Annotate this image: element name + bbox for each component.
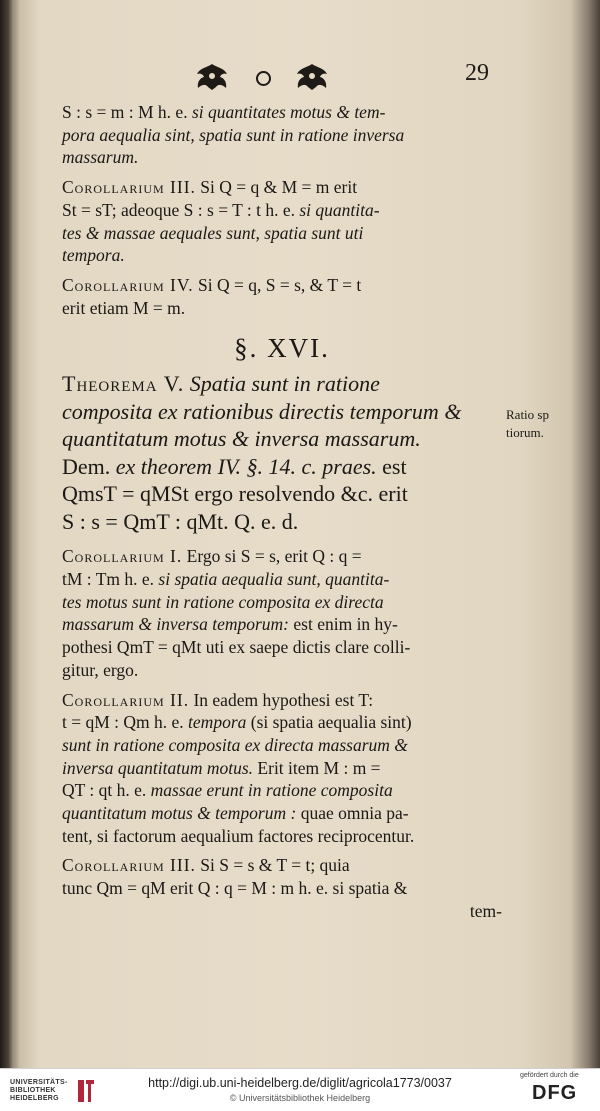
margin-note-line-2: tiorum.: [506, 425, 544, 440]
text-line: pothesi QmT = qMt uti ex saepe dictis clare colli-: [62, 637, 411, 658]
text-line: QT : qt h. e. massae erunt in ratione composita: [62, 780, 393, 801]
corollarium-ii-block: [62, 689, 502, 848]
text-line: QmsT = qMSt ergo resolvendo &c. erit: [62, 481, 408, 507]
page-number: 29: [465, 60, 489, 86]
text-line: gitur, ergo.: [62, 659, 139, 680]
page-body: [62, 101, 502, 923]
fleuron-ornament-icon: [194, 62, 230, 92]
funded-by-label: gefördert durch die: [520, 1072, 579, 1079]
text-line: t = qM : Qm h. e. tempora (si spatia aequalia sint): [62, 712, 412, 733]
text-line: massarum.: [62, 147, 139, 168]
text-line: quantitatum motus & temporum : quae omnia pa-: [62, 803, 409, 824]
copyright-notice: © Universitätsbibliothek Heidelberg: [229, 1093, 371, 1103]
corollarium-iii-second-block: [62, 854, 502, 922]
dfg-logo[interactable]: [520, 1072, 592, 1108]
text-line: tes & massae aequales sunt, spatia sunt uti: [62, 222, 364, 243]
text-line: sunt in ratione composita ex directa massarum &: [62, 734, 408, 755]
fleuron-ornament-icon: [294, 62, 330, 92]
circle-ornament-icon: [256, 71, 271, 86]
text-line: tempora.: [62, 245, 125, 266]
text-line: tent, si factorum aequalium factores reciprocentur.: [62, 825, 415, 846]
section-heading: §. XVI.: [234, 333, 330, 364]
text-line: inversa quantitatum motus. Erit item M : m =: [62, 757, 381, 778]
library-logo-text: UNIVERSITÄTS- BIBLIOTHEK HEIDELBERG: [10, 1079, 68, 1102]
corollarium-label: Corollarium I.: [62, 546, 183, 567]
corollarium-label: Corollarium III.: [62, 855, 196, 876]
text-line: S : s = m : M h. e. si quantitates motus & tem-: [62, 102, 386, 122]
corollarium-label: Corollarium II.: [62, 689, 190, 710]
text-line: erit etiam M = m.: [62, 297, 186, 318]
text-line: pora aequalia sint, spatia sunt in ratione inversa: [62, 124, 405, 145]
text-line: quantitatum motus & inversa massarum.: [62, 426, 421, 452]
margin-note-line-1: Ratio sp: [506, 407, 549, 422]
text-line: Corollarium III. Si S = s & T = t; quia: [62, 855, 350, 876]
theorema-v-block: [62, 370, 502, 535]
corollarium-iii-block: [62, 176, 502, 267]
corollarium-label: Corollarium III.: [62, 177, 196, 198]
text-line: composita ex rationibus directis temporum &: [62, 398, 462, 424]
text-line: tunc Qm = qM erit Q : q = M : m h. e. si spatia &: [62, 878, 408, 899]
text-line: Dem. ex theorem IV. §. 14. c. praes. est: [62, 453, 407, 479]
corollarium-iv-block: [62, 274, 502, 319]
text-line: tM : Tm h. e. si spatia aequalia sunt, quantita-: [62, 569, 390, 590]
catchword: tem-: [469, 900, 502, 921]
page-gutter-edge: [0, 0, 14, 1068]
text-line: Corollarium I. Ergo si S = s, erit Q : q =: [62, 546, 362, 567]
corollarium-label: Corollarium IV.: [62, 274, 194, 295]
permalink-url[interactable]: http://digi.ub.uni-heidelberg.de/diglit/agricola1773/0037: [148, 1076, 452, 1090]
corollarium-i-block: [62, 545, 502, 681]
text-line: Corollarium III. Si Q = q & M = m erit: [62, 177, 358, 198]
text-line: S : s = QmT : qMt. Q. e. d.: [62, 508, 299, 534]
dfg-wordmark: DFG: [532, 1082, 578, 1104]
text-line: St = sT; adeoque S : s = T : t h. e. si quantita-: [62, 199, 380, 220]
text-line: massarum & inversa temporum: est enim in hy-: [62, 614, 398, 635]
margin-note: [506, 406, 600, 442]
text-line: tes motus sunt in ratione composita ex directa: [62, 591, 384, 612]
text-line: Theorema V. Spatia sunt in ratione: [62, 371, 380, 397]
text-line: Corollarium IV. Si Q = q, S = s, & T = t: [62, 274, 362, 295]
page-header: [60, 60, 500, 100]
text-line: Corollarium II. In eadem hypothesi est T:: [62, 689, 374, 710]
viewer-footer: [0, 1068, 600, 1111]
paragraph-conclusion: [62, 101, 502, 169]
theorema-label: Theorema V.: [62, 371, 185, 397]
